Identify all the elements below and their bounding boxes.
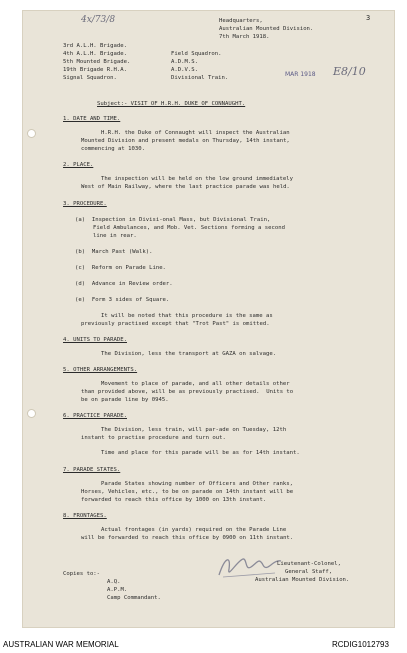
subject-line: Subject:- VISIT OF H.R.H. DUKE OF CONNAUGHT. — [97, 101, 246, 107]
unit-left-2: 4th A.L.H. Brigade. — [63, 51, 127, 57]
section-1-text: commencing at 1030. — [81, 146, 145, 152]
procedure-item-d: (d) Advance in Review order. — [75, 281, 173, 287]
section-2-text: The inspection will be held on the low ground immediately — [101, 176, 293, 182]
section-8-text: Actual frontages (in yards) required on the Parade Line — [101, 527, 287, 533]
signatory-rank: Lieutenant-Colonel, — [277, 561, 341, 567]
procedure-note: It will be noted that this procedure is the same as — [101, 313, 273, 319]
copy-recipient: A.P.M. — [107, 587, 128, 593]
unit-left-3: 5th Mounted Brigade. — [63, 59, 131, 65]
section-5-text: Movement to place of parade, and all other details other — [101, 381, 290, 387]
unit-right-1: Field Squadron. — [171, 51, 222, 57]
section-5-title: 5. OTHER ARRANGEMENTS. — [63, 367, 138, 373]
procedure-item-e: (e) Form 3 sides of Square. — [75, 297, 170, 303]
section-6-text: Time and place for this parade will be as for 14th instant. — [101, 450, 300, 456]
section-7-title: 7. PARADE STATES. — [63, 467, 121, 473]
section-6-text: The Division, less train, will par-ade on Tuesday, 12th — [101, 427, 287, 433]
procedure-item-b: (b) March Past (Walk). — [75, 249, 153, 255]
section-1-title: 1. DATE AND TIME. — [63, 116, 121, 122]
signatory-staff: General Staff, — [285, 569, 333, 575]
section-3-title: 3. PROCEDURE. — [63, 201, 107, 207]
unit-left-4: 19th Brigade R.H.A. — [63, 67, 127, 73]
punch-hole-top — [27, 129, 36, 138]
section-6-text: instant to practise procedure and turn out. — [81, 435, 226, 441]
handwritten-reference: 4x/73/8 — [81, 15, 116, 25]
procedure-note: previously practised except that "Trot Past" is omitted. — [81, 321, 270, 327]
received-date-stamp: MAR 1918 — [285, 71, 316, 78]
copy-recipient: Camp Commandant. — [107, 595, 161, 601]
heading-date: 7th March 1918. — [219, 34, 270, 40]
section-4-text: The Division, less the transport at GAZA on salvage. — [101, 351, 277, 357]
unit-left-1: 3rd A.L.H. Brigade. — [63, 43, 127, 49]
heading-line-1: Headquarters, — [219, 18, 263, 24]
unit-right-2: A.D.M.S. — [171, 59, 198, 65]
handwritten-file-reference: E8/10 — [333, 65, 366, 78]
section-7-text: forwarded to reach this office by 1000 on 13th instant. — [81, 497, 267, 503]
section-8-title: 8. FRONTAGES. — [63, 513, 107, 519]
section-1-text: Mounted Division and present medals on Thursday, 14th instant, — [81, 138, 290, 144]
page-number: 3 — [366, 14, 371, 22]
document-page — [22, 10, 395, 628]
heading-line-2: Australian Mounted Division. — [219, 26, 314, 32]
footer-institution: AUSTRALIAN WAR MEMORIAL — [3, 640, 119, 649]
section-6-title: 6. PRACTICE PARADE. — [63, 413, 127, 419]
punch-hole-bottom — [27, 409, 36, 418]
copies-label: Copies to:- — [63, 571, 101, 577]
unit-left-5: Signal Squadron. — [63, 75, 117, 81]
section-7-text: Parade States showing number of Officers and Other ranks, — [101, 481, 293, 487]
section-2-text: West of Main Railway, where the last practice parade was held. — [81, 184, 290, 190]
section-7-text: Horses, Vehicles, etc., to be on parade on 14th instant will be — [81, 489, 294, 495]
section-1-text: H.R.H. the Duke of Connaught will inspect the Australian — [101, 130, 290, 136]
procedure-item-a: (a) Inspection in Divisi-onal Mass, but Divisional Train, — [75, 217, 271, 223]
section-5-text: be on parade line by 0945. — [81, 397, 169, 403]
section-2-title: 2. PLACE. — [63, 162, 94, 168]
footer-record-id: RCDIG1012793 — [332, 640, 389, 649]
procedure-item-a: Field Ambulances, and Mob. Vet. Sections forming a second — [93, 225, 285, 231]
section-4-title: 4. UNITS TO PARADE. — [63, 337, 127, 343]
unit-right-3: A.D.V.S. — [171, 67, 198, 73]
copy-recipient: A.Q. — [107, 579, 121, 585]
section-5-text: than provided above, will be as previously practised. Units to — [81, 389, 294, 395]
unit-right-4: Divisional Train. — [171, 75, 229, 81]
procedure-item-c: (c) Reform on Parade Line. — [75, 265, 166, 271]
section-8-text: will be forwarded to reach this office by 0900 on 11th instant. — [81, 535, 294, 541]
signatory-division: Australian Mounted Division. — [255, 577, 350, 583]
procedure-item-a: line in rear. — [93, 233, 137, 239]
